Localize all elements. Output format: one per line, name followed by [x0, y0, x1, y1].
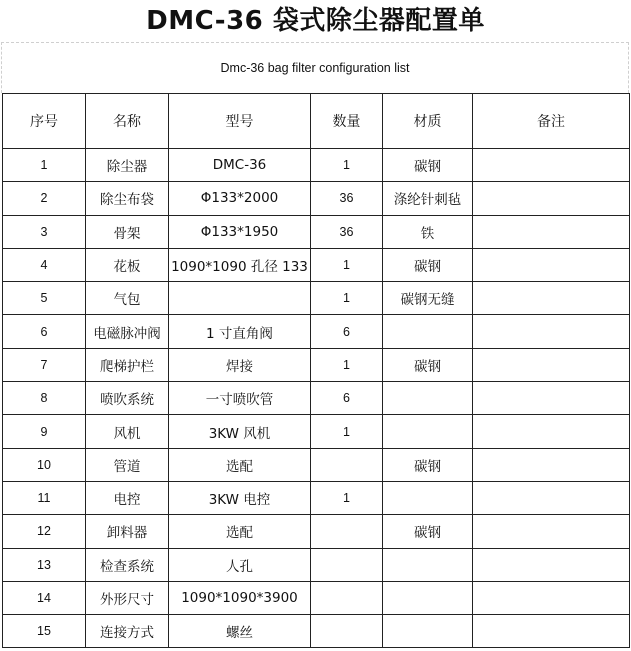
cell-model: 3KW 电控: [169, 481, 311, 514]
cell-remarks: [473, 282, 630, 315]
table-row: [3, 515, 630, 548]
cell-remarks: [473, 415, 630, 448]
page-title: DMC-36 袋式除尘器配置单: [146, 6, 485, 36]
header-name: 名称: [86, 94, 169, 149]
cell-model: Φ133*2000: [169, 182, 311, 215]
cell-quantity: 36: [311, 215, 383, 248]
cell-material: 碳钢: [383, 448, 473, 481]
cell-name: 气包: [86, 282, 169, 315]
table-row: [3, 315, 630, 348]
table-row: [3, 548, 630, 581]
cell-index: 11: [3, 481, 86, 514]
cell-index: 8: [3, 382, 86, 415]
table-row: [3, 149, 630, 182]
header-quantity: 数量: [311, 94, 383, 149]
cell-quantity: 1: [311, 149, 383, 182]
table-row: [3, 615, 630, 648]
cell-material: 碳钢: [383, 348, 473, 381]
cell-name: 电控: [86, 481, 169, 514]
cell-model: 螺丝: [169, 615, 311, 648]
cell-quantity: [311, 548, 383, 581]
cell-index: 14: [3, 581, 86, 614]
cell-index: 10: [3, 448, 86, 481]
cell-material: [383, 548, 473, 581]
cell-name: 喷吹系统: [86, 382, 169, 415]
table-row: [3, 448, 630, 481]
header-index: 序号: [3, 94, 86, 149]
cell-index: 4: [3, 248, 86, 281]
cell-material: [383, 581, 473, 614]
cell-index: 9: [3, 415, 86, 448]
cell-name: 电磁脉冲阀: [86, 315, 169, 348]
table-body: [3, 149, 630, 648]
cell-model: 选配: [169, 515, 311, 548]
table-row: [3, 215, 630, 248]
table-row: [3, 182, 630, 215]
table-row: [3, 248, 630, 281]
cell-remarks: [473, 615, 630, 648]
cell-model: 1 寸直角阀: [169, 315, 311, 348]
cell-material: [383, 315, 473, 348]
table-row: [3, 348, 630, 381]
cell-quantity: 6: [311, 382, 383, 415]
cell-material: [383, 415, 473, 448]
subtitle: Dmc-36 bag filter configuration list: [220, 61, 410, 75]
cell-quantity: 1: [311, 415, 383, 448]
cell-model: 一寸喷吹管: [169, 382, 311, 415]
cell-name: 风机: [86, 415, 169, 448]
cell-remarks: [473, 149, 630, 182]
cell-remarks: [473, 248, 630, 281]
cell-index: 3: [3, 215, 86, 248]
cell-material: 碳钢: [383, 248, 473, 281]
cell-remarks: [473, 448, 630, 481]
cell-index: 7: [3, 348, 86, 381]
cell-quantity: [311, 615, 383, 648]
table-row: [3, 282, 630, 315]
header-remarks: 备注: [473, 94, 630, 149]
cell-index: 1: [3, 149, 86, 182]
cell-model: DMC-36: [169, 149, 311, 182]
cell-name: 花板: [86, 248, 169, 281]
cell-remarks: [473, 182, 630, 215]
cell-name: 管道: [86, 448, 169, 481]
cell-name: 骨架: [86, 215, 169, 248]
cell-model: 选配: [169, 448, 311, 481]
cell-quantity: 1: [311, 481, 383, 514]
cell-model: 3KW 风机: [169, 415, 311, 448]
cell-material: 铁: [383, 215, 473, 248]
cell-material: 碳钢无缝: [383, 282, 473, 315]
cell-model: 人孔: [169, 548, 311, 581]
cell-index: 13: [3, 548, 86, 581]
cell-quantity: [311, 515, 383, 548]
cell-remarks: [473, 315, 630, 348]
cell-index: 5: [3, 282, 86, 315]
cell-name: 除尘布袋: [86, 182, 169, 215]
cell-quantity: [311, 448, 383, 481]
header-row: [3, 94, 630, 149]
cell-model: 1090*1090 孔径 133: [169, 248, 311, 281]
cell-quantity: 1: [311, 282, 383, 315]
cell-remarks: [473, 348, 630, 381]
cell-quantity: 1: [311, 248, 383, 281]
cell-name: 连接方式: [86, 615, 169, 648]
cell-remarks: [473, 515, 630, 548]
cell-model: Φ133*1950: [169, 215, 311, 248]
cell-material: 碳钢: [383, 515, 473, 548]
cell-name: 检查系统: [86, 548, 169, 581]
cell-name: 除尘器: [86, 149, 169, 182]
cell-name: 卸料器: [86, 515, 169, 548]
cell-index: 12: [3, 515, 86, 548]
cell-remarks: [473, 481, 630, 514]
cell-model: 1090*1090*3900: [169, 581, 311, 614]
cell-material: 碳钢: [383, 149, 473, 182]
cell-material: 涤纶针刺毡: [383, 182, 473, 215]
cell-index: 15: [3, 615, 86, 648]
configuration-table: [2, 93, 630, 648]
cell-remarks: [473, 581, 630, 614]
table-row: [3, 581, 630, 614]
cell-remarks: [473, 382, 630, 415]
cell-index: 6: [3, 315, 86, 348]
table-row: [3, 382, 630, 415]
cell-material: [383, 615, 473, 648]
cell-name: 外形尺寸: [86, 581, 169, 614]
cell-quantity: 1: [311, 348, 383, 381]
cell-quantity: 6: [311, 315, 383, 348]
header-material: 材质: [383, 94, 473, 149]
table-row: [3, 481, 630, 514]
cell-remarks: [473, 548, 630, 581]
cell-quantity: [311, 581, 383, 614]
cell-material: [383, 481, 473, 514]
cell-model: 焊接: [169, 348, 311, 381]
cell-material: [383, 382, 473, 415]
header-model: 型号: [169, 94, 311, 149]
cell-quantity: 36: [311, 182, 383, 215]
cell-name: 爬梯护栏: [86, 348, 169, 381]
subtitle-row: [1, 42, 629, 93]
cell-remarks: [473, 215, 630, 248]
table-row: [3, 415, 630, 448]
cell-model: [169, 282, 311, 315]
cell-index: 2: [3, 182, 86, 215]
